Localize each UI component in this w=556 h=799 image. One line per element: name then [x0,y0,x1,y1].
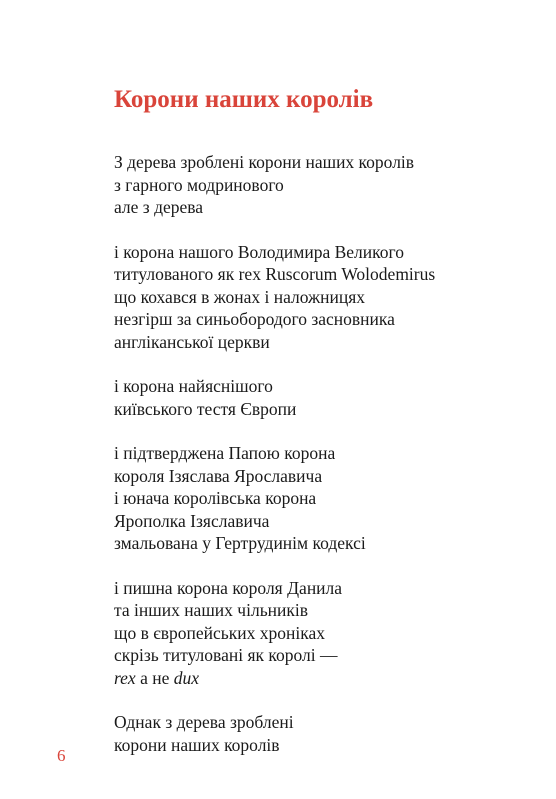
poem-line: і корона найяснішого [114,376,273,396]
poem-line: але з дерева [114,197,204,217]
poem-line: та інших наших чільників [114,600,309,620]
poem-line: короля Ізяслава Ярославича [114,465,323,486]
poem-body [114,151,534,778]
poem-line: і юнача королівська корона [114,488,317,508]
poem-title: Корони наших королів [114,86,374,113]
poem-line: корони наших королів [114,734,280,755]
poem-line: що кохався в жонах і наложницях [114,286,366,307]
poem-line: з гарного модринового [114,174,284,195]
poem-line: київського тестя Європи [114,398,297,419]
poem-line: змальована у Гертрудинім кодексі [114,533,366,553]
poem-line-rex-dux [114,667,534,690]
poem-line: З дерева зроблені корони наших королів [114,152,415,172]
latin-word-rex: rex [114,667,136,688]
poem-line: титулованого як rex Ruscorum Wolodemirus [114,264,436,284]
poem-line: що в європейських хроніках [114,622,325,643]
stanza-6 [114,711,534,756]
poem-line: і пишна корона короля Данила [114,577,343,598]
latin-word-dux: dux [173,667,200,688]
poem-line: Ярополка Ізяславича [114,510,270,531]
poem-line: англіканської церкви [114,331,270,352]
poem-line: і корона нашого Володимира Великого [114,241,404,262]
poem-line: скрізь титуловані як королі — [114,645,338,665]
stanza-2 [114,241,534,354]
connector-text: а не [135,667,174,688]
stanza-1 [114,151,534,219]
poem-line: Однак з дерева зроблені [114,712,294,732]
poem-line: незгірш за синьобородого засновника [114,309,395,329]
stanza-3 [114,375,534,420]
stanza-5 [114,577,534,690]
stanza-4 [114,442,534,555]
page-number: 6 [57,746,66,765]
poem-line: і підтверджена Папою корона [114,443,336,463]
